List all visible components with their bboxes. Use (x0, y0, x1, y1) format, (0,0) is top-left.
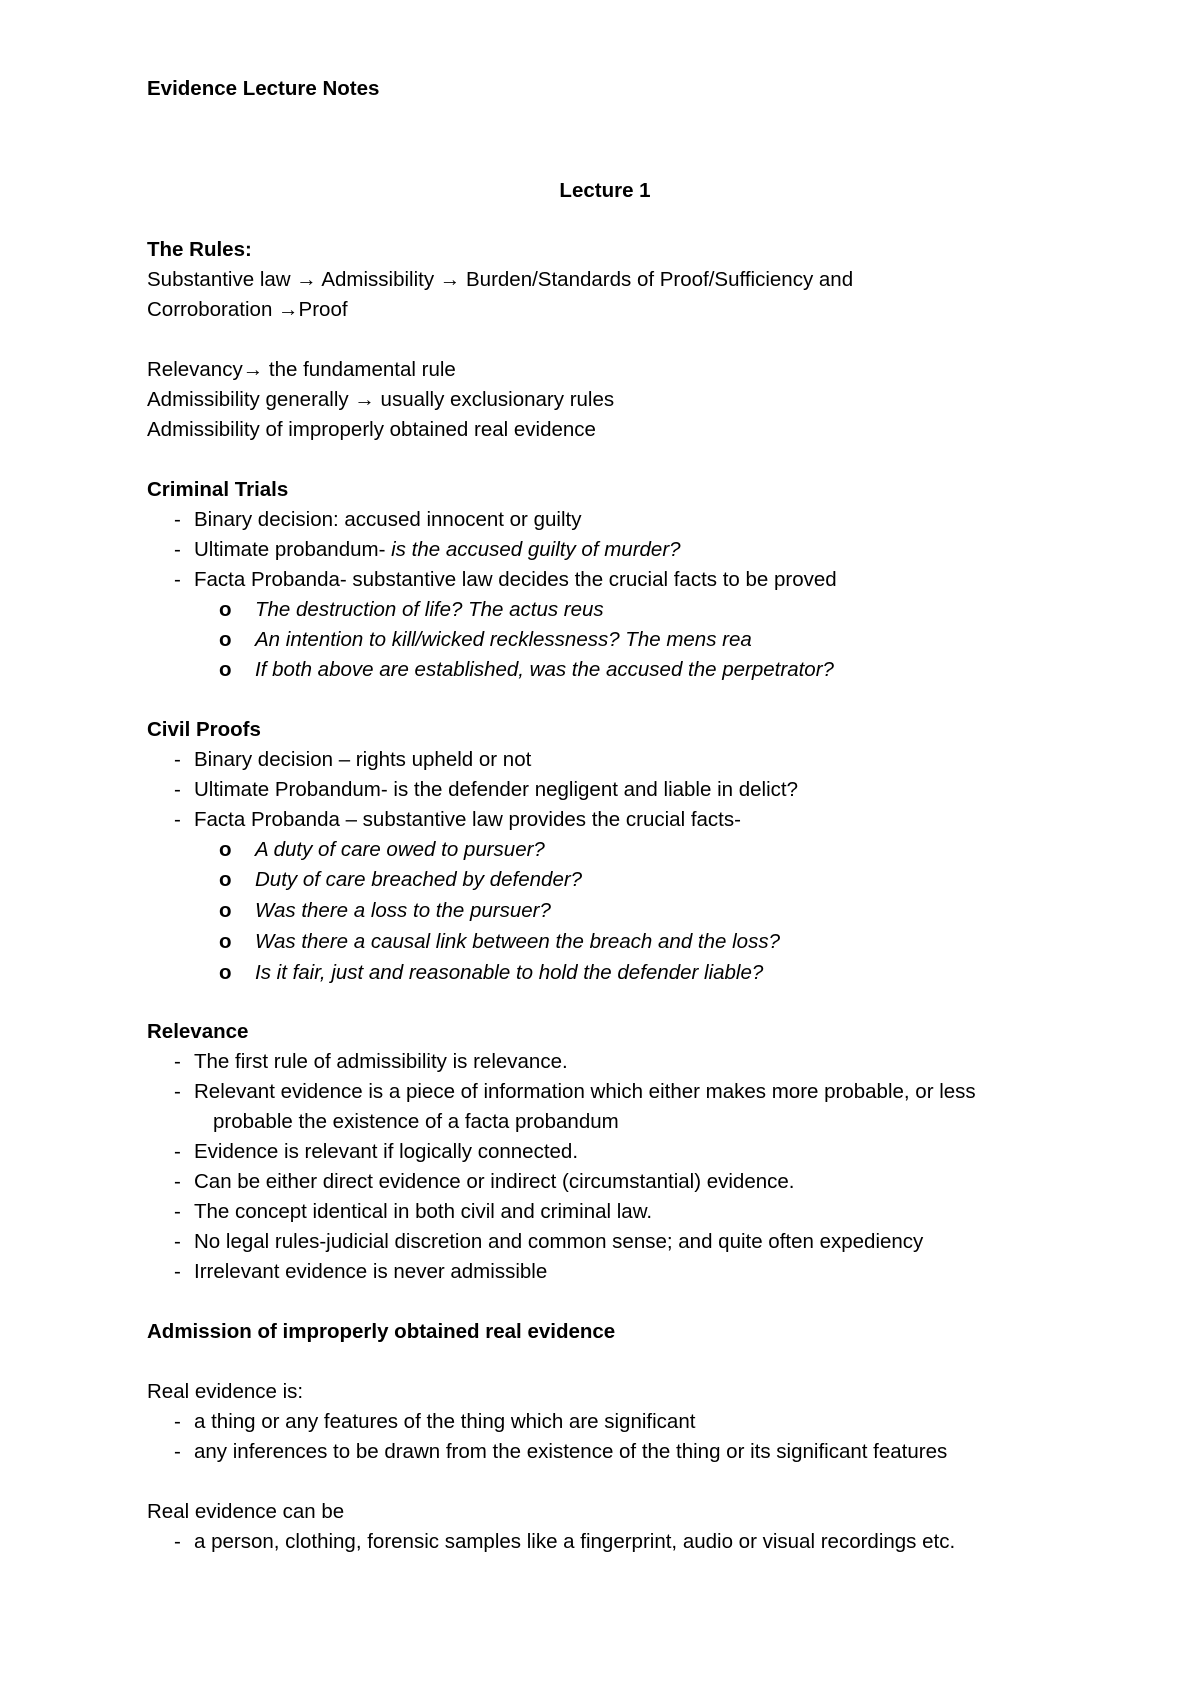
dash-bullet: - (174, 1170, 181, 1193)
list-item: - Can be either direct evidence or indirect (circumstantial) evidence. (174, 1167, 794, 1197)
circle-bullet: o (219, 658, 232, 681)
dash-bullet: - (174, 1410, 181, 1433)
circle-bullet: o (219, 930, 232, 953)
rules-line-2: Corroboration →Proof (147, 298, 348, 321)
real-evidence-can-be-label: Real evidence can be (147, 1500, 345, 1523)
sub-list-item: o An intention to kill/wicked recklessness? The mens rea (219, 625, 752, 655)
list-item: - Binary decision – rights upheld or not (174, 745, 531, 775)
list-item: - Ultimate Probandum- is the defender negligent and liable in delict? (174, 775, 798, 805)
list-item: - Binary decision: accused innocent or guilty (174, 505, 581, 535)
relevance-heading: Relevance (147, 1020, 249, 1043)
lecture-title: Lecture 1 (559, 179, 651, 202)
list-item: - Relevant evidence is a piece of information which either makes more probable, or less (174, 1077, 976, 1107)
circle-bullet: o (219, 868, 232, 891)
rules-line-1: Substantive law → Admissibility → Burden/Standards of Proof/Sufficiency and (147, 268, 854, 291)
sub-list-item: o The destruction of life? The actus reus (219, 595, 604, 625)
sub-list-item: o Was there a loss to the pursuer? (219, 896, 551, 926)
dash-bullet: - (174, 538, 181, 561)
dash-bullet: - (174, 1230, 181, 1253)
circle-bullet: o (219, 628, 232, 651)
dash-bullet: - (174, 1530, 181, 1553)
relevancy-line-1: Relevancy→ the fundamental rule (147, 358, 456, 381)
circle-bullet: o (219, 838, 232, 861)
list-item: - Facta Probanda- substantive law decides the crucial facts to be proved (174, 565, 837, 595)
dash-bullet: - (174, 508, 181, 531)
circle-bullet: o (219, 598, 232, 621)
document-title: Evidence Lecture Notes (147, 77, 380, 100)
dash-bullet: - (174, 1080, 181, 1103)
sub-list-item: o Duty of care breached by defender? (219, 865, 582, 895)
dash-bullet: - (174, 1440, 181, 1463)
list-item: - No legal rules-judicial discretion and common sense; and quite often expediency (174, 1227, 923, 1257)
list-item: - any inferences to be drawn from the existence of the thing or its significant features (174, 1437, 947, 1467)
sub-list-item: o A duty of care owed to pursuer? (219, 835, 545, 865)
list-item: - The first rule of admissibility is relevance. (174, 1047, 568, 1077)
list-item: - Facta Probanda – substantive law provides the crucial facts- (174, 805, 741, 835)
list-item-continuation: probable the existence of a facta probandum (213, 1110, 619, 1133)
dash-bullet: - (174, 778, 181, 801)
list-item: - The concept identical in both civil and criminal law. (174, 1197, 652, 1227)
relevancy-line-3: Admissibility of improperly obtained real evidence (147, 418, 596, 441)
dash-bullet: - (174, 1050, 181, 1073)
sub-list-item: o Is it fair, just and reasonable to hold the defender liable? (219, 958, 763, 988)
list-item: - a person, clothing, forensic samples like a fingerprint, audio or visual recordings etc. (174, 1527, 955, 1557)
criminal-heading: Criminal Trials (147, 478, 289, 501)
dash-bullet: - (174, 568, 181, 591)
dash-bullet: - (174, 1140, 181, 1163)
list-item: - Ultimate probandum- is the accused guilty of murder? (174, 535, 681, 565)
list-item: - Irrelevant evidence is never admissible (174, 1257, 547, 1287)
sub-list-item: o Was there a causal link between the breach and the loss? (219, 927, 780, 957)
list-item: - a thing or any features of the thing which are significant (174, 1407, 695, 1437)
dash-bullet: - (174, 748, 181, 771)
relevancy-line-2: Admissibility generally → usually exclusionary rules (147, 388, 615, 411)
dash-bullet: - (174, 1200, 181, 1223)
dash-bullet: - (174, 1260, 181, 1283)
real-evidence-is-label: Real evidence is: (147, 1380, 304, 1403)
civil-heading: Civil Proofs (147, 718, 261, 741)
circle-bullet: o (219, 899, 232, 922)
rules-heading: The Rules: (147, 238, 252, 261)
list-item: - Evidence is relevant if logically connected. (174, 1137, 578, 1167)
dash-bullet: - (174, 808, 181, 831)
circle-bullet: o (219, 961, 232, 984)
admission-heading: Admission of improperly obtained real evidence (147, 1320, 616, 1343)
sub-list-item: o If both above are established, was the accused the perpetrator? (219, 655, 834, 685)
